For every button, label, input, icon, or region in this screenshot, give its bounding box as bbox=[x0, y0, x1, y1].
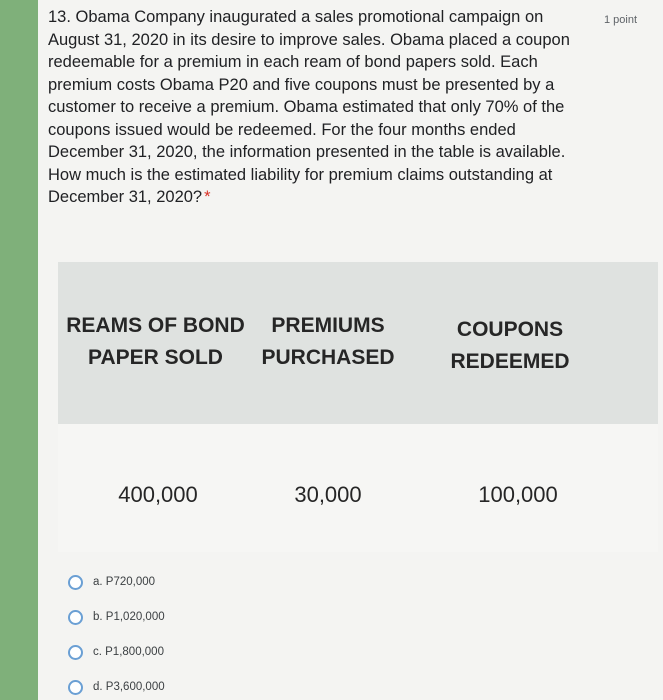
data-table-image bbox=[58, 262, 658, 552]
value-reams: 400,000 bbox=[118, 482, 198, 507]
header-reams: REAMS OF BOND PAPER SOLD bbox=[66, 314, 245, 369]
required-asterisk: * bbox=[204, 188, 211, 206]
question-card bbox=[38, 0, 663, 700]
radio-button[interactable] bbox=[68, 645, 83, 660]
option-d[interactable] bbox=[68, 677, 268, 697]
option-label: c. P1,800,000 bbox=[93, 646, 164, 658]
radio-button[interactable] bbox=[68, 610, 83, 625]
question-text bbox=[48, 6, 593, 209]
radio-button[interactable] bbox=[68, 575, 83, 590]
header-premiums: PREMIUMS PURCHASED bbox=[261, 314, 395, 369]
value-premiums: 30,000 bbox=[294, 482, 362, 507]
option-a[interactable] bbox=[68, 572, 268, 592]
radio-button[interactable] bbox=[68, 680, 83, 695]
option-label: d. P3,600,000 bbox=[93, 681, 165, 693]
points-label: 1 point bbox=[603, 14, 637, 26]
option-c[interactable] bbox=[68, 642, 268, 662]
header-coupons: COUPONS REDEEMED bbox=[450, 318, 570, 373]
value-coupons: 100,000 bbox=[478, 482, 558, 507]
question-body: 13. Obama Company inaugurated a sales promotional campaign on August 31, 2020 in its desire to improve sales. Obama placed a coupon redeemable for a premium in each ream of bond papers sold. Each premium costs Obama P20 and five coupons must be presented by a customer to receive a premium. Obama estimated that only 70% of the coupons issued would be redeemed. For the four months ended December 31, 2020, the information presented in the table is available. How much is the estimated liability for premium claims outstanding at December 31, 2020? bbox=[48, 8, 570, 206]
option-label: a. P720,000 bbox=[93, 576, 156, 588]
option-b[interactable] bbox=[68, 607, 268, 627]
table-header-row bbox=[58, 262, 658, 424]
option-label: b. P1,020,000 bbox=[93, 611, 165, 623]
